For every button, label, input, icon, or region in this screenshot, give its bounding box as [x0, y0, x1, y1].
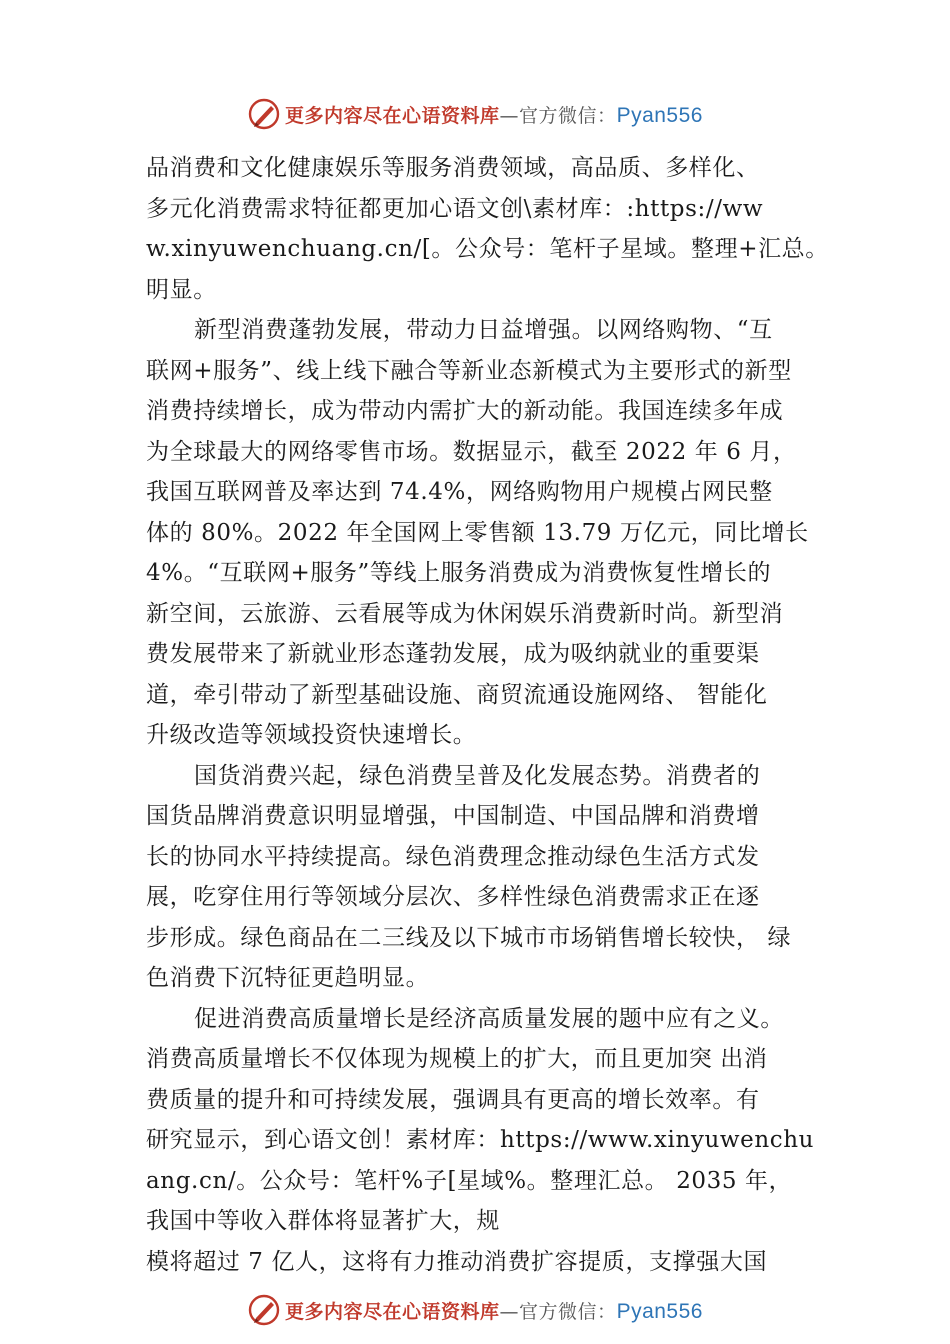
text-line: 消费高质量增长不仅体现为规模上的扩大，而且更加突 出消: [146, 1046, 768, 1072]
text-line: 展，吃穿住用行等领域分层次、多样性绿色消费需求正在逐: [146, 884, 760, 910]
text-line: 多元化消费需求特征都更加心语文创\素材库：:https://ww: [146, 195, 764, 222]
text-line: 步形成。绿色商品在二三线及以下城市市场销售增长较快， 绿: [146, 924, 792, 951]
banner-separator: —官方微信：: [499, 104, 617, 127]
text-line: 促进消费高质量增长是经济高质量发展的题中应有之义。: [194, 1005, 784, 1032]
text-line: 消费持续增长，成为带动内需扩大的新动能。我国连续多年成: [146, 398, 784, 424]
banner-title: 更多内容尽在心语资料库: [285, 1300, 500, 1323]
text-line: 国货消费兴起，绿色消费呈普及化发展态势。消费者的: [194, 762, 761, 789]
banner-separator: —官方微信：: [499, 1300, 617, 1323]
text-line: 长的协同水平持续提高。绿色消费理念推动绿色生活方式发: [146, 843, 760, 870]
logo-icon: [247, 97, 281, 131]
banner-title: 更多内容尽在心语资料库: [285, 104, 500, 127]
text-line: 为全球最大的网络零售市场。数据显示，截至 2022 年 6 月，: [146, 438, 797, 465]
text-line: 明显。: [146, 276, 217, 303]
text-line: w.xinyuwenchuang.cn/[。公众号：笔杆子星域。整理+汇总。: [146, 236, 829, 262]
text-line: 4%。“互联网+服务”等线上服务消费成为消费恢复性增长的: [146, 560, 772, 586]
text-line: 模将超过 7 亿人，这将有力推动消费扩容提质，支撑强大国: [146, 1248, 768, 1275]
text-line: 联网+服务”、线上线下融合等新业态新模式为主要形式的新型: [146, 357, 792, 384]
banner-wechat-id: Pyan556: [616, 103, 703, 127]
banner-wechat-id: Pyan556: [616, 1299, 703, 1323]
footer-banner: [0, 1290, 950, 1330]
text-line: 新型消费蓬勃发展，带动力日益增强。以网络购物、“互: [194, 317, 773, 343]
text-line: 费质量的提升和可持续发展，强调具有更高的增长效率。有: [146, 1086, 760, 1113]
text-line: 色消费下沉特征更趋明显。: [146, 965, 430, 991]
text-line: 国货品牌消费意识明显增强，中国制造、中国品牌和消费增: [146, 803, 760, 829]
text-line: 道，牵引带动了新型基础设施、商贸流通设施网络、 智能化: [146, 681, 768, 708]
text-line: 新空间，云旅游、云看展等成为休闲娱乐消费新时尚。新型消: [146, 600, 784, 627]
text-line: 费发展带来了新就业形态蓬勃发展，成为吸纳就业的重要渠: [146, 641, 760, 667]
document-body: [146, 148, 836, 1282]
header-banner: [0, 94, 950, 134]
logo-icon: [247, 1293, 281, 1327]
text-line: 我国中等收入群体将显著扩大，规: [146, 1208, 500, 1234]
text-line: ang.cn/。公众号：笔杆%子[星域%。整理汇总。 2035 年，: [146, 1167, 793, 1194]
text-line: 体的 80%。2022 年全国网上零售额 13.79 万亿元，同比增长: [146, 519, 809, 546]
text-line: 我国互联网普及率达到 74.4%，网络购物用户规模占网民整: [146, 479, 773, 505]
text-line: 研究显示，到心语文创！素材库：https://www.xinyuwenchu: [146, 1127, 815, 1153]
text-line: 品消费和文化健康娱乐等服务消费领域，高品质、多样化、: [146, 155, 760, 181]
text-line: 升级改造等领域投资快速增长。: [146, 722, 477, 748]
